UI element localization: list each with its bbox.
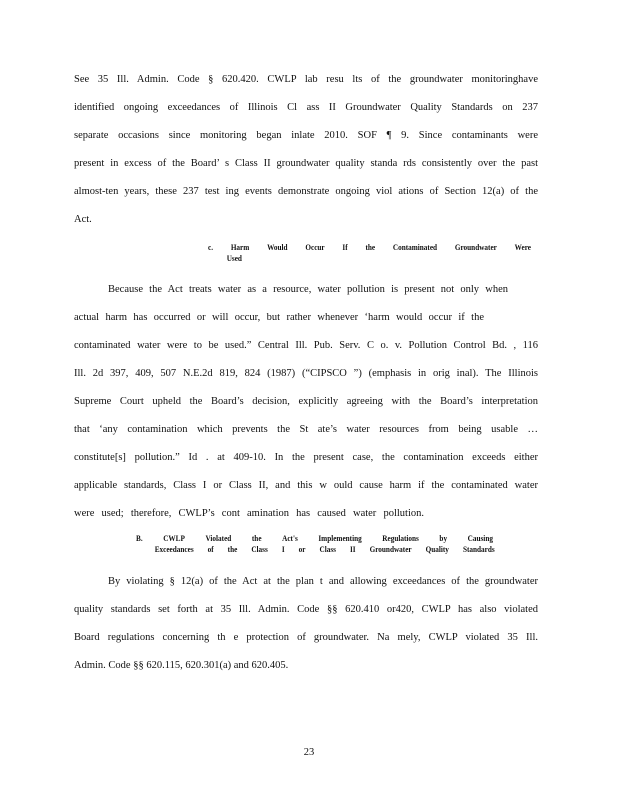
paragraph-line: were used; therefore, CWLP’s cont amination has caused water pollution. — [74, 508, 424, 519]
heading-word: Exceedances — [154, 544, 194, 554]
paragraph-line: constitute[s] pollution.” Id . at 409-10. In the present case, the contamination exceeds either — [74, 452, 538, 463]
paragraph-line: By violating § 12(a) of the Act at the plan t and allowing exceedances of the groundwater — [108, 576, 538, 587]
heading-continuation: Used — [226, 253, 242, 263]
heading-word: Act's — [282, 533, 298, 543]
heading-word: Violated — [205, 533, 232, 543]
section-heading-b — [136, 533, 493, 555]
paragraph-line: Because the Act treats water as a resource, water pollution is present not only when — [108, 284, 508, 295]
heading-word: of — [207, 544, 214, 554]
paragraph-line: quality standards set forth at 35 Ill. Admin. Code §§ 620.410 or420, CWLP has also violated — [74, 604, 538, 615]
heading-word: Quality — [425, 544, 449, 554]
paragraph-line: contaminated water were to be used.” Central Ill. Pub. Serv. C o. v. Pollution Control Bd. , 116 — [74, 340, 538, 351]
paragraph-line: See 35 Ill. Admin. Code § 620.420. CWLP lab resu lts of the groundwater monitoringhave — [74, 74, 538, 85]
heading-word: If — [342, 242, 348, 252]
heading-word: or — [298, 544, 306, 554]
page-number: 23 — [303, 747, 315, 758]
heading-word: the — [251, 533, 262, 543]
paragraph-line: identified ongoing exceedances of Illinois Cl ass II Groundwater Quality Standards on 237 — [74, 102, 538, 113]
heading-word: II — [349, 544, 356, 554]
heading-word: CWLP — [163, 533, 185, 543]
paragraph-line: present in excess of the Board’ s Class II groundwater quality standa rds consistently over the past — [74, 158, 538, 169]
heading-word: Groundwater — [454, 242, 497, 252]
paragraph-line: Ill. 2d 397, 409, 507 N.E.2d 819, 824 (1987) (“CIPSCO ”) (emphasis in orig inal). The Illinois — [74, 368, 538, 379]
heading-word: by — [439, 533, 448, 543]
heading-word: B. — [136, 533, 143, 543]
heading-word: Harm — [230, 242, 250, 252]
heading-word: Contaminated — [392, 242, 438, 252]
heading-word: Causing — [467, 533, 493, 543]
section-heading-c — [208, 242, 531, 264]
paragraph-line: that ‘any contamination which prevents the St ate’s water resources from being usable … — [74, 424, 538, 435]
heading-word: the — [365, 242, 376, 252]
paragraph-line: actual harm has occurred or will occur, but rather whenever ‘harm would occur if the — [74, 312, 484, 323]
heading-word: Standards — [462, 544, 495, 554]
paragraph-line: separate occasions since monitoring began inlate 2010. SOF ¶ 9. Since contaminants were — [74, 130, 538, 141]
heading-word: the — [227, 544, 238, 554]
heading-word: I — [281, 544, 285, 554]
heading-word: Implementing — [318, 533, 362, 543]
heading-word: Groundwater — [369, 544, 412, 554]
paragraph-line: Supreme Court upheld the Board’s decision, explicitly agreeing with the Board’s interpretation — [74, 396, 538, 407]
paragraph-line: almost-ten years, these 237 test ing events demonstrate ongoing viol ations of Section 12(a) of the — [74, 186, 538, 197]
paragraph-line: Act. — [74, 214, 92, 225]
heading-word: Would — [267, 242, 288, 252]
heading-word: Occur — [305, 242, 325, 252]
heading-word: Class — [319, 544, 336, 554]
paragraph-line: applicable standards, Class I or Class II, and this w ould cause harm if the contaminated water — [74, 480, 538, 491]
paragraph-line: Admin. Code §§ 620.115, 620.301(a) and 620.405. — [74, 660, 289, 671]
heading-word: Class — [251, 544, 268, 554]
paragraph-line: Board regulations concerning th e protection of groundwater. Na mely, CWLP violated 35 Ill. — [74, 632, 538, 643]
heading-word: Regulations — [382, 533, 419, 543]
heading-word: Were — [514, 242, 531, 252]
heading-word: c. — [208, 242, 214, 252]
